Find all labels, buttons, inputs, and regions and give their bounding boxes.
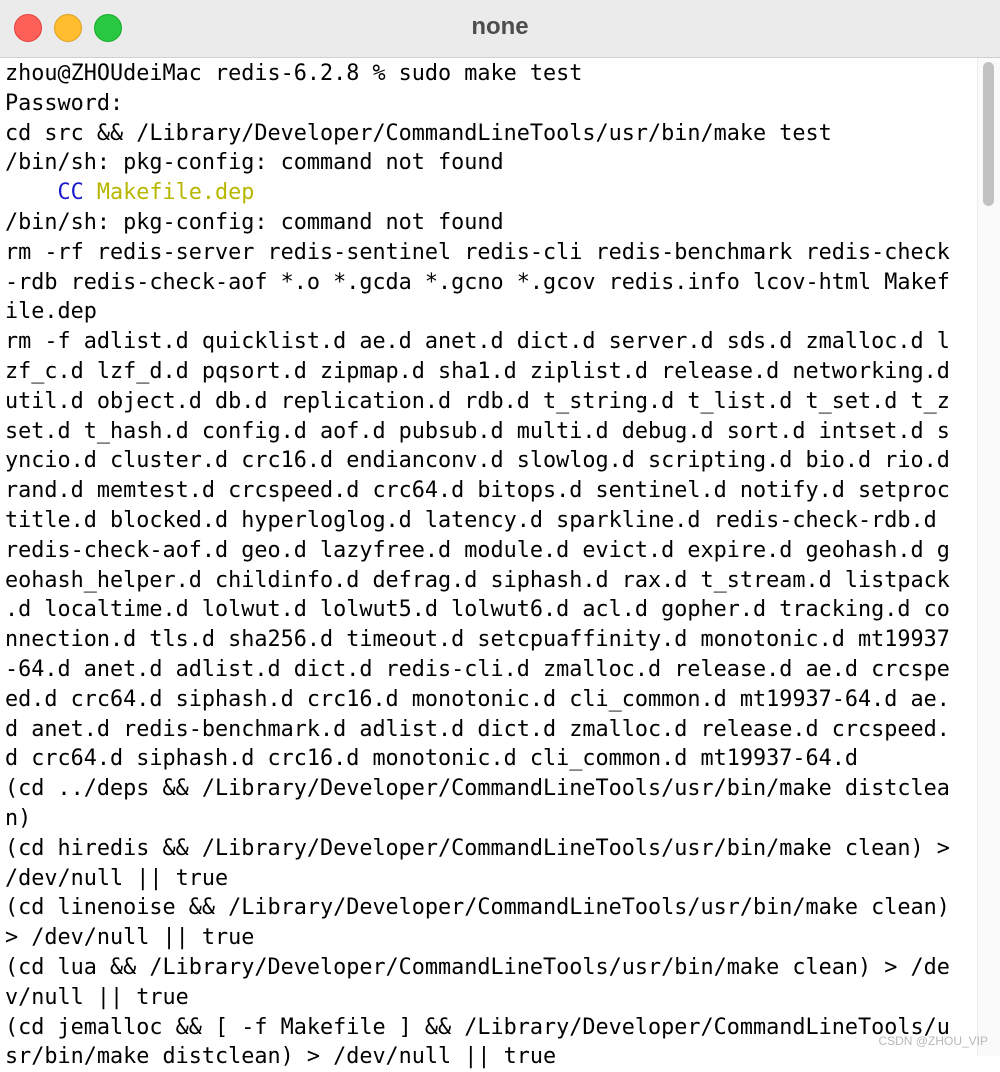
vertical-scrollbar[interactable] xyxy=(977,58,1000,1056)
terminal-line: (cd jemalloc && [ -f Makefile ] && /Library/Developer/CommandLineTools/u xyxy=(5,1014,950,1040)
cc-label: CC xyxy=(57,180,84,206)
terminal-line: (cd lua && /Library/Developer/CommandLineTools/usr/bin/make clean) > /de xyxy=(5,954,950,980)
spacer xyxy=(84,180,97,205)
terminal-line: -64.d anet.d adlist.d dict.d redis-cli.d zmalloc.d release.d ae.d crcspe xyxy=(5,656,950,682)
terminal-line: util.d object.d db.d replication.d rdb.d t_string.d t_list.d t_set.d t_z xyxy=(5,388,950,414)
terminal-line: title.d blocked.d hyperloglog.d latency.d sparkline.d redis-check-rdb.d xyxy=(5,507,937,533)
terminal-line xyxy=(5,178,965,208)
makefile-dep-label: Makefile.dep xyxy=(96,180,255,206)
terminal-line: (cd hiredis && /Library/Developer/CommandLineTools/usr/bin/make clean) > xyxy=(5,835,950,861)
terminal-line: d crc64.d siphash.d crc16.d monotonic.d cli_common.d mt19937-64.d xyxy=(5,746,858,772)
terminal-line: sr/bin/make distclean) > /dev/null || true xyxy=(5,1044,557,1070)
terminal-line: rm -rf redis-server redis-sentinel redis-cli redis-benchmark redis-check xyxy=(5,239,950,265)
terminal-line: zhou@ZHOUdeiMac redis-6.2.8 % sudo make test xyxy=(5,61,583,86)
window-title: none xyxy=(471,13,529,40)
terminal-line: set.d t_hash.d config.d aof.d pubsub.d multi.d debug.d sort.d intset.d s xyxy=(5,418,950,444)
scrollbar-thumb[interactable] xyxy=(983,62,994,206)
terminal-line: eohash_helper.d childinfo.d defrag.d siphash.d rax.d t_stream.d listpack xyxy=(5,567,950,593)
terminal-line: rand.d memtest.d crcspeed.d crc64.d bitops.d sentinel.d notify.d setproc xyxy=(5,478,950,504)
terminal-line: ile.dep xyxy=(5,299,97,325)
terminal-line: ed.d crc64.d siphash.d crc16.d monotonic.d cli_common.d mt19937-64.d ae. xyxy=(5,686,950,712)
terminal-line: (cd linenoise && /Library/Developer/CommandLineTools/usr/bin/make clean) xyxy=(5,895,950,921)
indent xyxy=(5,180,58,205)
terminal-line: .d localtime.d lolwut.d lolwut5.d lolwut6.d acl.d gopher.d tracking.d co xyxy=(5,597,950,623)
terminal-line: n) xyxy=(5,805,32,831)
terminal-output[interactable] xyxy=(5,59,965,1070)
terminal-line: redis-check-aof.d geo.d lazyfree.d module.d evict.d expire.d geohash.d g xyxy=(5,537,950,563)
title-bar xyxy=(0,0,1000,58)
terminal-line: /bin/sh: pkg-config: command not found xyxy=(5,209,504,235)
terminal-line: Password: xyxy=(5,90,124,116)
watermark: CSDN @ZHOU_VIP xyxy=(878,1034,988,1048)
terminal-line: -rdb redis-check-aof *.o *.gcda *.gcno *.gcov redis.info lcov-html Makef xyxy=(5,269,950,295)
terminal-line: cd src && /Library/Developer/CommandLineTools/usr/bin/make test xyxy=(5,120,832,146)
terminal-line: d anet.d redis-benchmark.d adlist.d dict.d zmalloc.d release.d crcspeed. xyxy=(5,716,950,742)
terminal-line: zf_c.d lzf_d.d pqsort.d zipmap.d sha1.d ziplist.d release.d networking.d xyxy=(5,358,950,384)
terminal-line: rm -f adlist.d quicklist.d ae.d anet.d dict.d server.d sds.d zmalloc.d l xyxy=(5,329,950,355)
terminal-line: yncio.d cluster.d crc16.d endianconv.d slowlog.d scripting.d bio.d rio.d xyxy=(5,448,950,474)
terminal-line: nnection.d tls.d sha256.d timeout.d setcpuaffinity.d monotonic.d mt19937 xyxy=(5,627,950,653)
terminal-line: > /dev/null || true xyxy=(5,925,255,951)
terminal-line: /dev/null || true xyxy=(5,865,229,891)
terminal-line: (cd ../deps && /Library/Developer/CommandLineTools/usr/bin/make distclea xyxy=(5,776,950,802)
terminal-line: v/null || true xyxy=(5,984,189,1010)
terminal-line: /bin/sh: pkg-config: command not found xyxy=(5,150,504,176)
